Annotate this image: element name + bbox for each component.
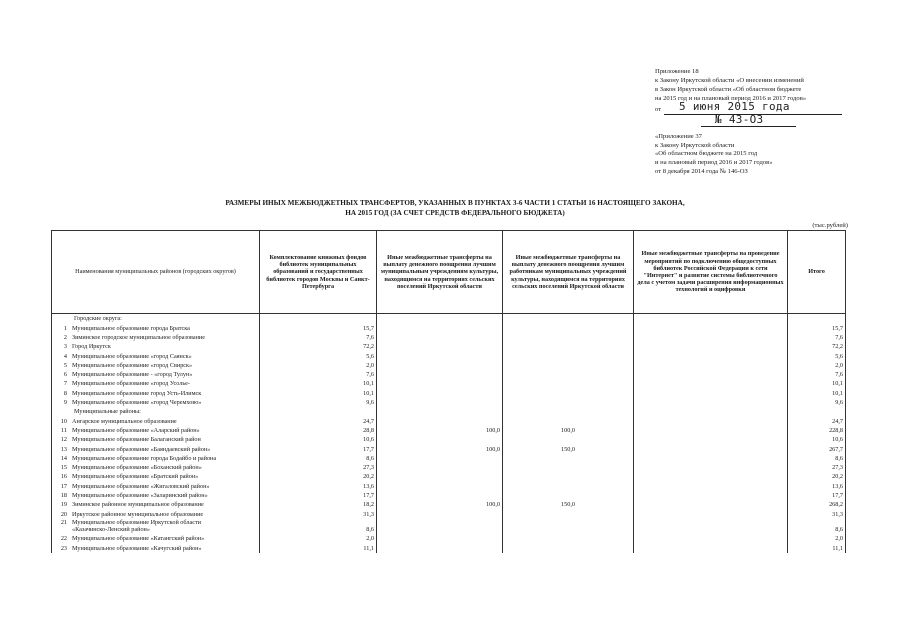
- row-name: Муниципальное образование «Заларинский район»: [72, 492, 208, 500]
- row-name: Муниципальное образование Иркутской области: [72, 518, 201, 526]
- row-book-funds-value: 13,6: [260, 481, 377, 490]
- row-best-workers-value: [503, 472, 634, 481]
- row-total-value: 268,2: [788, 500, 846, 509]
- row-book-funds-value: 17,7: [260, 444, 377, 453]
- table-row: [52, 435, 846, 444]
- appendix-37-line-3: «Об областном бюджете на 2015 год: [655, 150, 758, 158]
- row-best-workers-value: [503, 435, 634, 444]
- row-number: 9: [63, 399, 67, 407]
- row-total-value: 27,3: [788, 463, 846, 472]
- row-name: Иркутское районное муниципальное образование: [72, 510, 204, 518]
- row-book-funds-value: 27,3: [260, 463, 377, 472]
- row-book-funds-value: 31,3: [260, 509, 377, 518]
- row-best-institutions-value: [377, 463, 503, 472]
- row-total-value: 228,8: [788, 426, 846, 435]
- row-name: Муниципальное образование «Боханский район»: [72, 464, 202, 472]
- document-title-line-2: НА 2015 ГОД (ЗА СЧЕТ СРЕДСТВ ФЕДЕРАЛЬНОГО БЮДЖЕТА): [345, 209, 565, 217]
- row-internet-libraries-value: [634, 453, 788, 462]
- row-name-cell: [52, 481, 260, 490]
- row-best-institutions-value: [377, 543, 503, 552]
- row-best-institutions-value: 100,0: [377, 500, 503, 509]
- row-book-funds-value: 9,6: [260, 398, 377, 407]
- section-municipal-label: Муниципальные районы:: [52, 407, 260, 416]
- row-name-cell: [52, 426, 260, 435]
- row-best-institutions-value: [377, 379, 503, 388]
- table-row: [52, 463, 846, 472]
- row-name-cell: [52, 444, 260, 453]
- row-best-workers-value: [503, 388, 634, 397]
- row-best-workers-value: [503, 453, 634, 462]
- row-name-cell: [52, 453, 260, 462]
- table-row: [52, 426, 846, 435]
- row-total-value: 17,7: [788, 491, 846, 500]
- row-total-value: 8,6: [788, 519, 846, 535]
- row-name: Зиминское городское муниципальное образование: [72, 333, 205, 341]
- row-number: 14: [60, 454, 67, 462]
- row-name: Муниципальное образование «Катангский район»: [72, 535, 205, 543]
- row-internet-libraries-value: [634, 426, 788, 435]
- row-name-cell: [52, 534, 260, 543]
- row-total-value: 15,7: [788, 323, 846, 332]
- appendix-18-number-line: [655, 112, 845, 128]
- row-book-funds-value: 7,6: [260, 333, 377, 342]
- row-best-workers-value: [503, 534, 634, 543]
- row-total-value: 24,7: [788, 416, 846, 425]
- document-title-line-1: РАЗМЕРЫ ИНЫХ МЕЖБЮДЖЕТНЫХ ТРАНСФЕРТОВ, УКАЗАННЫХ В ПУНКТАХ 3-6 ЧАСТИ 1 СТАТЬИ 16 НАСТОЯЩЕГО ЗАКОНА,: [225, 199, 685, 207]
- row-number: 21: [60, 518, 67, 526]
- row-internet-libraries-value: [634, 333, 788, 342]
- row-best-institutions-value: 100,0: [377, 426, 503, 435]
- appendix-18-line-4: на 2015 год и на плановый период 2016 и 2017 годов»: [655, 94, 807, 102]
- row-total-value: 9,6: [788, 398, 846, 407]
- header-best-institutions: Иные межбюджетные трансферты на выплату денежного поощрения лучшим муниципальным учреждениям культуры, находящимся на территориях сельских поселений Иркутской области: [377, 231, 503, 314]
- row-total-value: 7,6: [788, 370, 846, 379]
- row-best-workers-value: [503, 519, 634, 535]
- row-number: 5: [63, 361, 67, 369]
- row-internet-libraries-value: [634, 491, 788, 500]
- row-number: 15: [60, 464, 67, 472]
- table-row: [52, 509, 846, 518]
- row-book-funds-value: 8,6: [260, 453, 377, 462]
- appendix-18-line-3: в Закон Иркутской области «Об областном бюджете: [655, 85, 802, 93]
- row-book-funds-value: 2,0: [260, 360, 377, 369]
- handwritten-number: № 43-ОЗ: [715, 112, 764, 126]
- row-name: Муниципальное образование «город Саянск»: [72, 352, 192, 360]
- table-row: [52, 398, 846, 407]
- row-total-value: 11,1: [788, 543, 846, 552]
- row-best-workers-value: 150,0: [503, 444, 634, 453]
- appendix-37-line-5: от 8 декабря 2014 года № 146-ОЗ: [655, 168, 748, 176]
- appendix-18-block: [655, 68, 845, 177]
- row-name: Муниципальное образование «Жигаловский район»: [72, 482, 210, 490]
- row-number: 1: [63, 324, 67, 332]
- row-best-institutions-value: [377, 453, 503, 462]
- row-book-funds-value: 10,6: [260, 435, 377, 444]
- row-name-cell: [52, 351, 260, 360]
- appendix-37-line-4: и на плановый период 2016 и 2017 годов»: [655, 159, 773, 167]
- row-book-funds-value: 20,2: [260, 472, 377, 481]
- table-row: [52, 333, 846, 342]
- row-best-workers-value: [503, 370, 634, 379]
- row-best-institutions-value: [377, 416, 503, 425]
- table-row: [52, 472, 846, 481]
- row-best-workers-value: [503, 379, 634, 388]
- handwritten-date: 5 июня 2015 года: [679, 99, 790, 113]
- header-best-workers: Иные межбюджетные трансферты на выплату денежного поощрения лучшим работникам муниципальных учреждений культуры, находящимся на территориях сельских поселений Иркутской области: [503, 231, 634, 314]
- row-internet-libraries-value: [634, 416, 788, 425]
- table-row: [52, 500, 846, 509]
- row-internet-libraries-value: [634, 388, 788, 397]
- row-best-workers-value: [503, 323, 634, 332]
- appendix-37-line-2: к Закону Иркутской области: [655, 141, 735, 149]
- row-book-funds-value: 7,6: [260, 370, 377, 379]
- units-label: (тыс.рублей): [812, 222, 848, 229]
- table-row: [52, 519, 846, 535]
- row-internet-libraries-value: [634, 500, 788, 509]
- row-total-value: 20,2: [788, 472, 846, 481]
- row-best-institutions-value: [377, 351, 503, 360]
- row-number: 20: [60, 510, 67, 518]
- section-urban-label: Городские округа:: [52, 314, 260, 324]
- row-total-value: 2,0: [788, 534, 846, 543]
- table-body: [52, 314, 846, 553]
- table-row: [52, 453, 846, 462]
- row-name-cell: [52, 500, 260, 509]
- row-best-institutions-value: [377, 472, 503, 481]
- row-best-institutions-value: [377, 323, 503, 332]
- row-name: Муниципальное образование Балаганский район: [72, 436, 201, 444]
- row-internet-libraries-value: [634, 534, 788, 543]
- appendix-37-title: «Приложение 37: [655, 132, 702, 140]
- table-row: [52, 360, 846, 369]
- row-number: 2: [63, 333, 67, 341]
- row-internet-libraries-value: [634, 379, 788, 388]
- row-number: 8: [63, 389, 67, 397]
- row-book-funds-value: 2,0: [260, 534, 377, 543]
- row-book-funds-value: 28,8: [260, 426, 377, 435]
- table-row: [52, 491, 846, 500]
- row-number: 13: [60, 445, 67, 453]
- row-name-cell: [52, 360, 260, 369]
- row-total-value: 8,6: [788, 453, 846, 462]
- row-name-continued: «Казачинско-Ленский район»: [72, 526, 150, 534]
- table-row: [52, 379, 846, 388]
- section-municipal-row: [52, 407, 846, 416]
- row-name: Муниципальное образование «город Свирск»: [72, 361, 193, 369]
- row-internet-libraries-value: [634, 370, 788, 379]
- row-number: 12: [60, 436, 67, 444]
- row-best-workers-value: [503, 509, 634, 518]
- row-best-workers-value: [503, 463, 634, 472]
- table-row: [52, 444, 846, 453]
- row-book-funds-value: 24,7: [260, 416, 377, 425]
- row-number: 23: [60, 544, 67, 552]
- table-row: [52, 351, 846, 360]
- section-urban-row: [52, 314, 846, 324]
- row-total-value: 10,1: [788, 388, 846, 397]
- table-header-row: [52, 231, 846, 314]
- row-best-institutions-value: [377, 388, 503, 397]
- row-name: Муниципальное образование «Аларский район»: [72, 426, 200, 434]
- table-row: [52, 370, 846, 379]
- row-number: 10: [60, 417, 67, 425]
- row-name: Зиминское районное муниципальное образование: [72, 501, 204, 509]
- row-name-cell: [52, 472, 260, 481]
- row-best-workers-value: 150,0: [503, 500, 634, 509]
- row-total-value: 7,6: [788, 333, 846, 342]
- row-book-funds-value: 8,6: [260, 519, 377, 535]
- row-internet-libraries-value: [634, 472, 788, 481]
- row-total-value: 31,3: [788, 509, 846, 518]
- row-total-value: 10,6: [788, 435, 846, 444]
- row-number: 4: [63, 352, 67, 360]
- row-name: Муниципальное образование города Братска: [72, 324, 190, 332]
- row-best-workers-value: 100,0: [503, 426, 634, 435]
- row-total-value: 267,7: [788, 444, 846, 453]
- row-number: 6: [63, 371, 67, 379]
- row-name-cell: [52, 491, 260, 500]
- transfers-table: [51, 230, 846, 553]
- row-total-value: 5,6: [788, 351, 846, 360]
- row-number: 16: [60, 473, 67, 481]
- row-number: 22: [60, 535, 67, 543]
- row-best-institutions-value: [377, 398, 503, 407]
- row-best-workers-value: [503, 342, 634, 351]
- row-book-funds-value: 18,2: [260, 500, 377, 509]
- row-name: Муниципальное образование города Бодайбо и района: [72, 454, 217, 462]
- row-name-cell: [52, 463, 260, 472]
- row-book-funds-value: 11,1: [260, 543, 377, 552]
- row-name-cell: [52, 333, 260, 342]
- row-number: 18: [60, 492, 67, 500]
- row-name: Муниципальное образование - «город Тулун»: [72, 371, 193, 379]
- table-row: [52, 543, 846, 552]
- row-name-cell: [52, 543, 260, 552]
- row-total-value: 72,2: [788, 342, 846, 351]
- row-total-value: 2,0: [788, 360, 846, 369]
- row-best-workers-value: [503, 351, 634, 360]
- row-best-institutions-value: [377, 481, 503, 490]
- row-name-cell: [52, 398, 260, 407]
- row-total-value: 10,1: [788, 379, 846, 388]
- row-best-institutions-value: [377, 519, 503, 535]
- row-internet-libraries-value: [634, 360, 788, 369]
- row-name: Муниципальное образование «город Черемхово»: [72, 399, 202, 407]
- row-internet-libraries-value: [634, 398, 788, 407]
- table-row: [52, 342, 846, 351]
- row-book-funds-value: 10,1: [260, 388, 377, 397]
- row-name-cell: [52, 435, 260, 444]
- row-best-workers-value: [503, 543, 634, 552]
- row-best-institutions-value: [377, 534, 503, 543]
- row-number: 17: [60, 482, 67, 490]
- row-internet-libraries-value: [634, 351, 788, 360]
- row-name-cell: [52, 509, 260, 518]
- row-name-cell: [52, 342, 260, 351]
- row-book-funds-value: 5,6: [260, 351, 377, 360]
- row-internet-libraries-value: [634, 435, 788, 444]
- row-best-institutions-value: [377, 360, 503, 369]
- document-title: [110, 198, 800, 218]
- row-name-cell: [52, 519, 260, 535]
- row-best-workers-value: [503, 360, 634, 369]
- row-name-cell: [52, 370, 260, 379]
- row-internet-libraries-value: [634, 543, 788, 552]
- row-best-institutions-value: [377, 342, 503, 351]
- row-number: 19: [60, 501, 67, 509]
- row-name: Муниципальное образование «город Усолье-: [72, 380, 190, 388]
- row-total-value: 13,6: [788, 481, 846, 490]
- row-internet-libraries-value: [634, 481, 788, 490]
- header-book-funds: Комплектование книжных фондов библиотек муниципальных образований и государственных библиотек городов Москвы и Санкт-Петербурга: [260, 231, 377, 314]
- row-internet-libraries-value: [634, 519, 788, 535]
- header-internet-libraries: Иные межбюджетные трансферты на проведение мероприятий по подключению общедоступных библиотек Российской Федерации к сети "Интернет" и развитие системы библиотечного дела с учетом задачи расширения информационных технологий и оцифровки: [634, 231, 788, 314]
- row-best-institutions-value: 100,0: [377, 444, 503, 453]
- row-book-funds-value: 10,1: [260, 379, 377, 388]
- row-best-workers-value: [503, 491, 634, 500]
- appendix-18-line-2: к Закону Иркутской области «О внесении изменений: [655, 76, 804, 84]
- row-best-workers-value: [503, 333, 634, 342]
- row-number: 11: [61, 426, 67, 434]
- row-book-funds-value: 72,2: [260, 342, 377, 351]
- row-name-cell: [52, 388, 260, 397]
- table-row: [52, 534, 846, 543]
- row-best-institutions-value: [377, 333, 503, 342]
- row-name: Муниципальное образование «Качугский район»: [72, 544, 202, 552]
- row-number: 3: [63, 343, 67, 351]
- row-best-institutions-value: [377, 509, 503, 518]
- row-name: Город Иркутск: [72, 343, 111, 351]
- row-best-workers-value: [503, 398, 634, 407]
- row-internet-libraries-value: [634, 323, 788, 332]
- table-row: [52, 388, 846, 397]
- row-name: Муниципальное образование «Братский район»: [72, 473, 199, 481]
- row-number: 7: [63, 380, 67, 388]
- table-row: [52, 481, 846, 490]
- row-name: Муниципальное образование город Усть-Илимск: [72, 389, 202, 397]
- row-best-workers-value: [503, 416, 634, 425]
- row-name-cell: [52, 416, 260, 425]
- header-name: Наименования муниципальных районов (городских округов): [52, 231, 260, 314]
- row-best-workers-value: [503, 481, 634, 490]
- row-internet-libraries-value: [634, 509, 788, 518]
- row-book-funds-value: 15,7: [260, 323, 377, 332]
- row-internet-libraries-value: [634, 444, 788, 453]
- row-name-cell: [52, 323, 260, 332]
- header-total: Итого: [788, 231, 846, 314]
- row-internet-libraries-value: [634, 342, 788, 351]
- row-best-institutions-value: [377, 435, 503, 444]
- appendix-18-title: Приложение 18: [655, 68, 699, 75]
- row-name: Муниципальное образование «Баяндаевский район»: [72, 445, 211, 453]
- number-underline: [701, 126, 796, 127]
- row-name: Ангарское муниципальное образование: [72, 417, 177, 425]
- table-row: [52, 416, 846, 425]
- row-book-funds-value: 17,7: [260, 491, 377, 500]
- date-prefix: от: [655, 105, 662, 113]
- row-best-institutions-value: [377, 491, 503, 500]
- table-row: [52, 323, 846, 332]
- row-internet-libraries-value: [634, 463, 788, 472]
- row-best-institutions-value: [377, 370, 503, 379]
- row-name-cell: [52, 379, 260, 388]
